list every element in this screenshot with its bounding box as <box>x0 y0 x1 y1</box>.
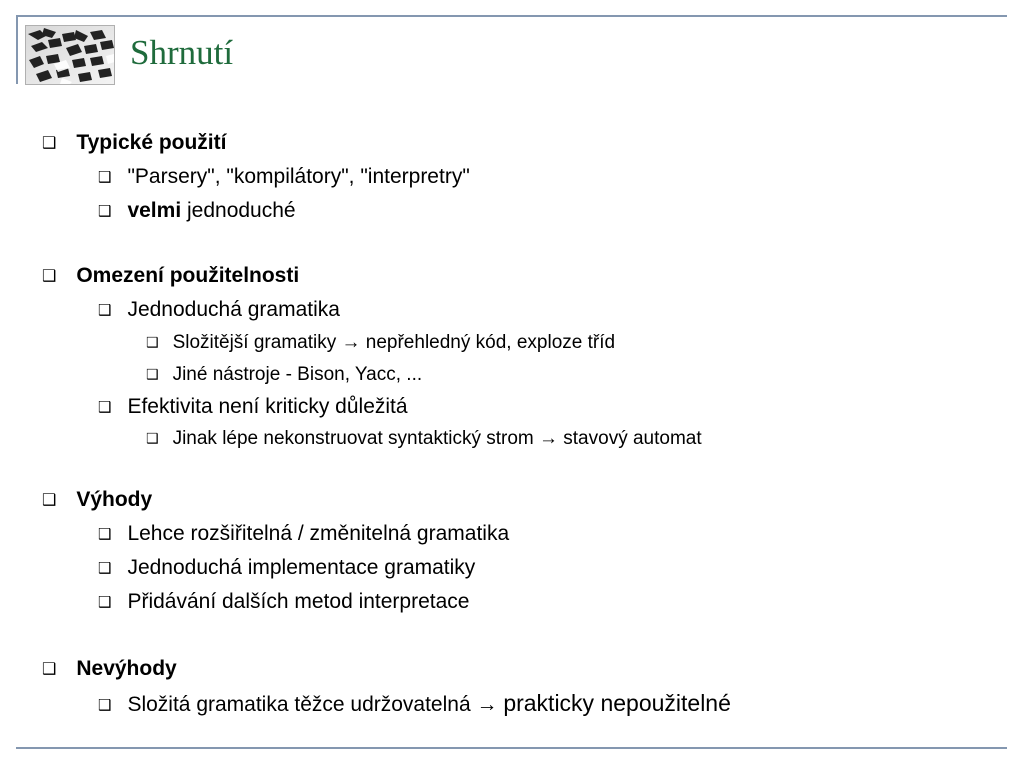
list-item: ❑ Přidávání dalších metod interpretace <box>98 590 470 613</box>
checkbox-bullet-icon: ❑ <box>98 559 112 577</box>
section-heading-advantages: ❑ Výhody <box>42 488 153 511</box>
sub-list-item: ❑ Složitější gramatiky → nepřehledný kód, exploze tříd <box>146 332 616 353</box>
checkbox-bullet-icon: ❑ <box>98 202 112 220</box>
checkbox-bullet-icon: ❑ <box>98 593 112 611</box>
checkbox-bullet-icon: ❑ <box>98 398 112 416</box>
list-item: ❑ velmi jednoduché <box>98 199 296 222</box>
sub-list-item: ❑ Jinak lépe nekonstruovat syntaktický strom → stavový automat <box>146 428 702 449</box>
section-heading-limitations: ❑ Omezení použitelnosti <box>42 264 300 287</box>
checkbox-bullet-icon: ❑ <box>146 367 159 383</box>
list-item: ❑ Jednoduchá gramatika <box>98 298 340 321</box>
checkbox-bullet-icon: ❑ <box>98 168 112 186</box>
checkbox-bullet-icon: ❑ <box>42 490 57 509</box>
sub-list-item: ❑ Jiné nástroje - Bison, Yacc, ... <box>146 364 423 385</box>
footer-rule <box>16 747 1007 749</box>
section-heading-typical-use: ❑ Typické použití <box>42 131 227 154</box>
slide-title: Shrnutí <box>130 33 234 72</box>
list-item: ❑ "Parsery", "kompilátory", "interpretry" <box>98 165 470 188</box>
checkbox-bullet-icon: ❑ <box>146 335 159 351</box>
checkbox-bullet-icon: ❑ <box>42 659 57 678</box>
checkbox-bullet-icon: ❑ <box>98 525 112 543</box>
checkbox-bullet-icon: ❑ <box>146 431 159 447</box>
list-item: ❑ Efektivita není kriticky důležitá <box>98 395 408 418</box>
header-rule <box>16 15 1007 17</box>
section-heading-disadvantages: ❑ Nevýhody <box>42 657 177 680</box>
header-side-rule <box>16 15 18 84</box>
escher-tessellation-icon <box>25 25 115 85</box>
checkbox-bullet-icon: ❑ <box>98 301 112 319</box>
checkbox-bullet-icon: ❑ <box>42 266 57 285</box>
checkbox-bullet-icon: ❑ <box>42 133 57 152</box>
checkbox-bullet-icon: ❑ <box>98 696 112 714</box>
list-item: ❑ Lehce rozšiřitelná / změnitelná gramatika <box>98 522 510 545</box>
list-item: ❑ Složitá gramatika těžce udržovatelná → prakticky nepoužitelné <box>98 690 731 716</box>
list-item: ❑ Jednoduchá implementace gramatiky <box>98 556 476 579</box>
